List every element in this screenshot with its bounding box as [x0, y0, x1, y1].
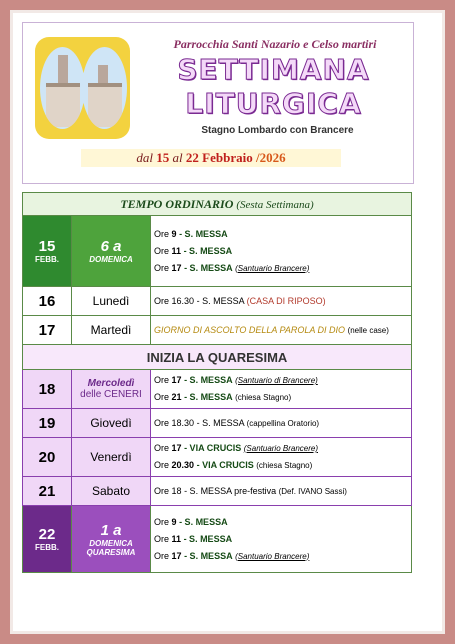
section-ordinario: TEMPO ORDINARIO (Sesta Settimana) [23, 193, 412, 216]
table-row: 18 Mercoledì delle CENERI Ore 17 - S. MESSA (Santuario di Brancere) Ore 21 - S. MESSA (chiesa Stagno) [23, 370, 412, 409]
table-row: 19 Giovedì Ore 18.30 - S. MESSA (cappellina Oratorio) [23, 409, 412, 438]
date-range: dal 15 al 22 Febbraio /2026 [81, 149, 341, 167]
table-row: 17 Martedì GIORNO DI ASCOLTO DELLA PAROLA DI DIO (nelle case) [23, 316, 412, 345]
table-row: 22 FEBB. 1 a DOMENICA QUARESIMA Ore 9 - S. MESSA Ore 11 - S. MESSA Ore 17 - S. MESSA (Santuario Brancere) [23, 506, 412, 573]
table-row: 16 Lunedì Ore 16.30 - S. MESSA (CASA DI RIPOSO) [23, 287, 412, 316]
table-row: 15 FEBB. 6 a DOMENICA Ore 9 - S. MESSA Ore 11 - S. MESSA Ore 17 - S. MESSA (Santuario Brancere) [23, 216, 412, 287]
schedule-table [22, 192, 412, 573]
title-line-1: SETTIMANA [177, 53, 370, 86]
header [22, 22, 414, 184]
title-line-2: LITURGICA [185, 87, 362, 120]
table-row: 21 Sabato Ore 18 - S. MESSA pre-festiva (Def. IVANO Sassi) [23, 477, 412, 506]
church-photo-stagno [40, 47, 85, 129]
church-photos [35, 37, 130, 139]
table-row: 20 Venerdì Ore 17 - VIA CRUCIS (Santuario Brancere) Ore 20.30 - VIA CRUCIS (chiesa Stagno) [23, 438, 412, 477]
flyer-content [22, 22, 433, 625]
section-quaresima: INIZIA LA QUARESIMA [23, 345, 412, 370]
church-photo-brancere [82, 47, 127, 129]
subtitle: Stagno Lombardo con Brancere [201, 125, 354, 136]
parish-name: Parrocchia Santi Nazario e Celso martiri [173, 37, 377, 51]
